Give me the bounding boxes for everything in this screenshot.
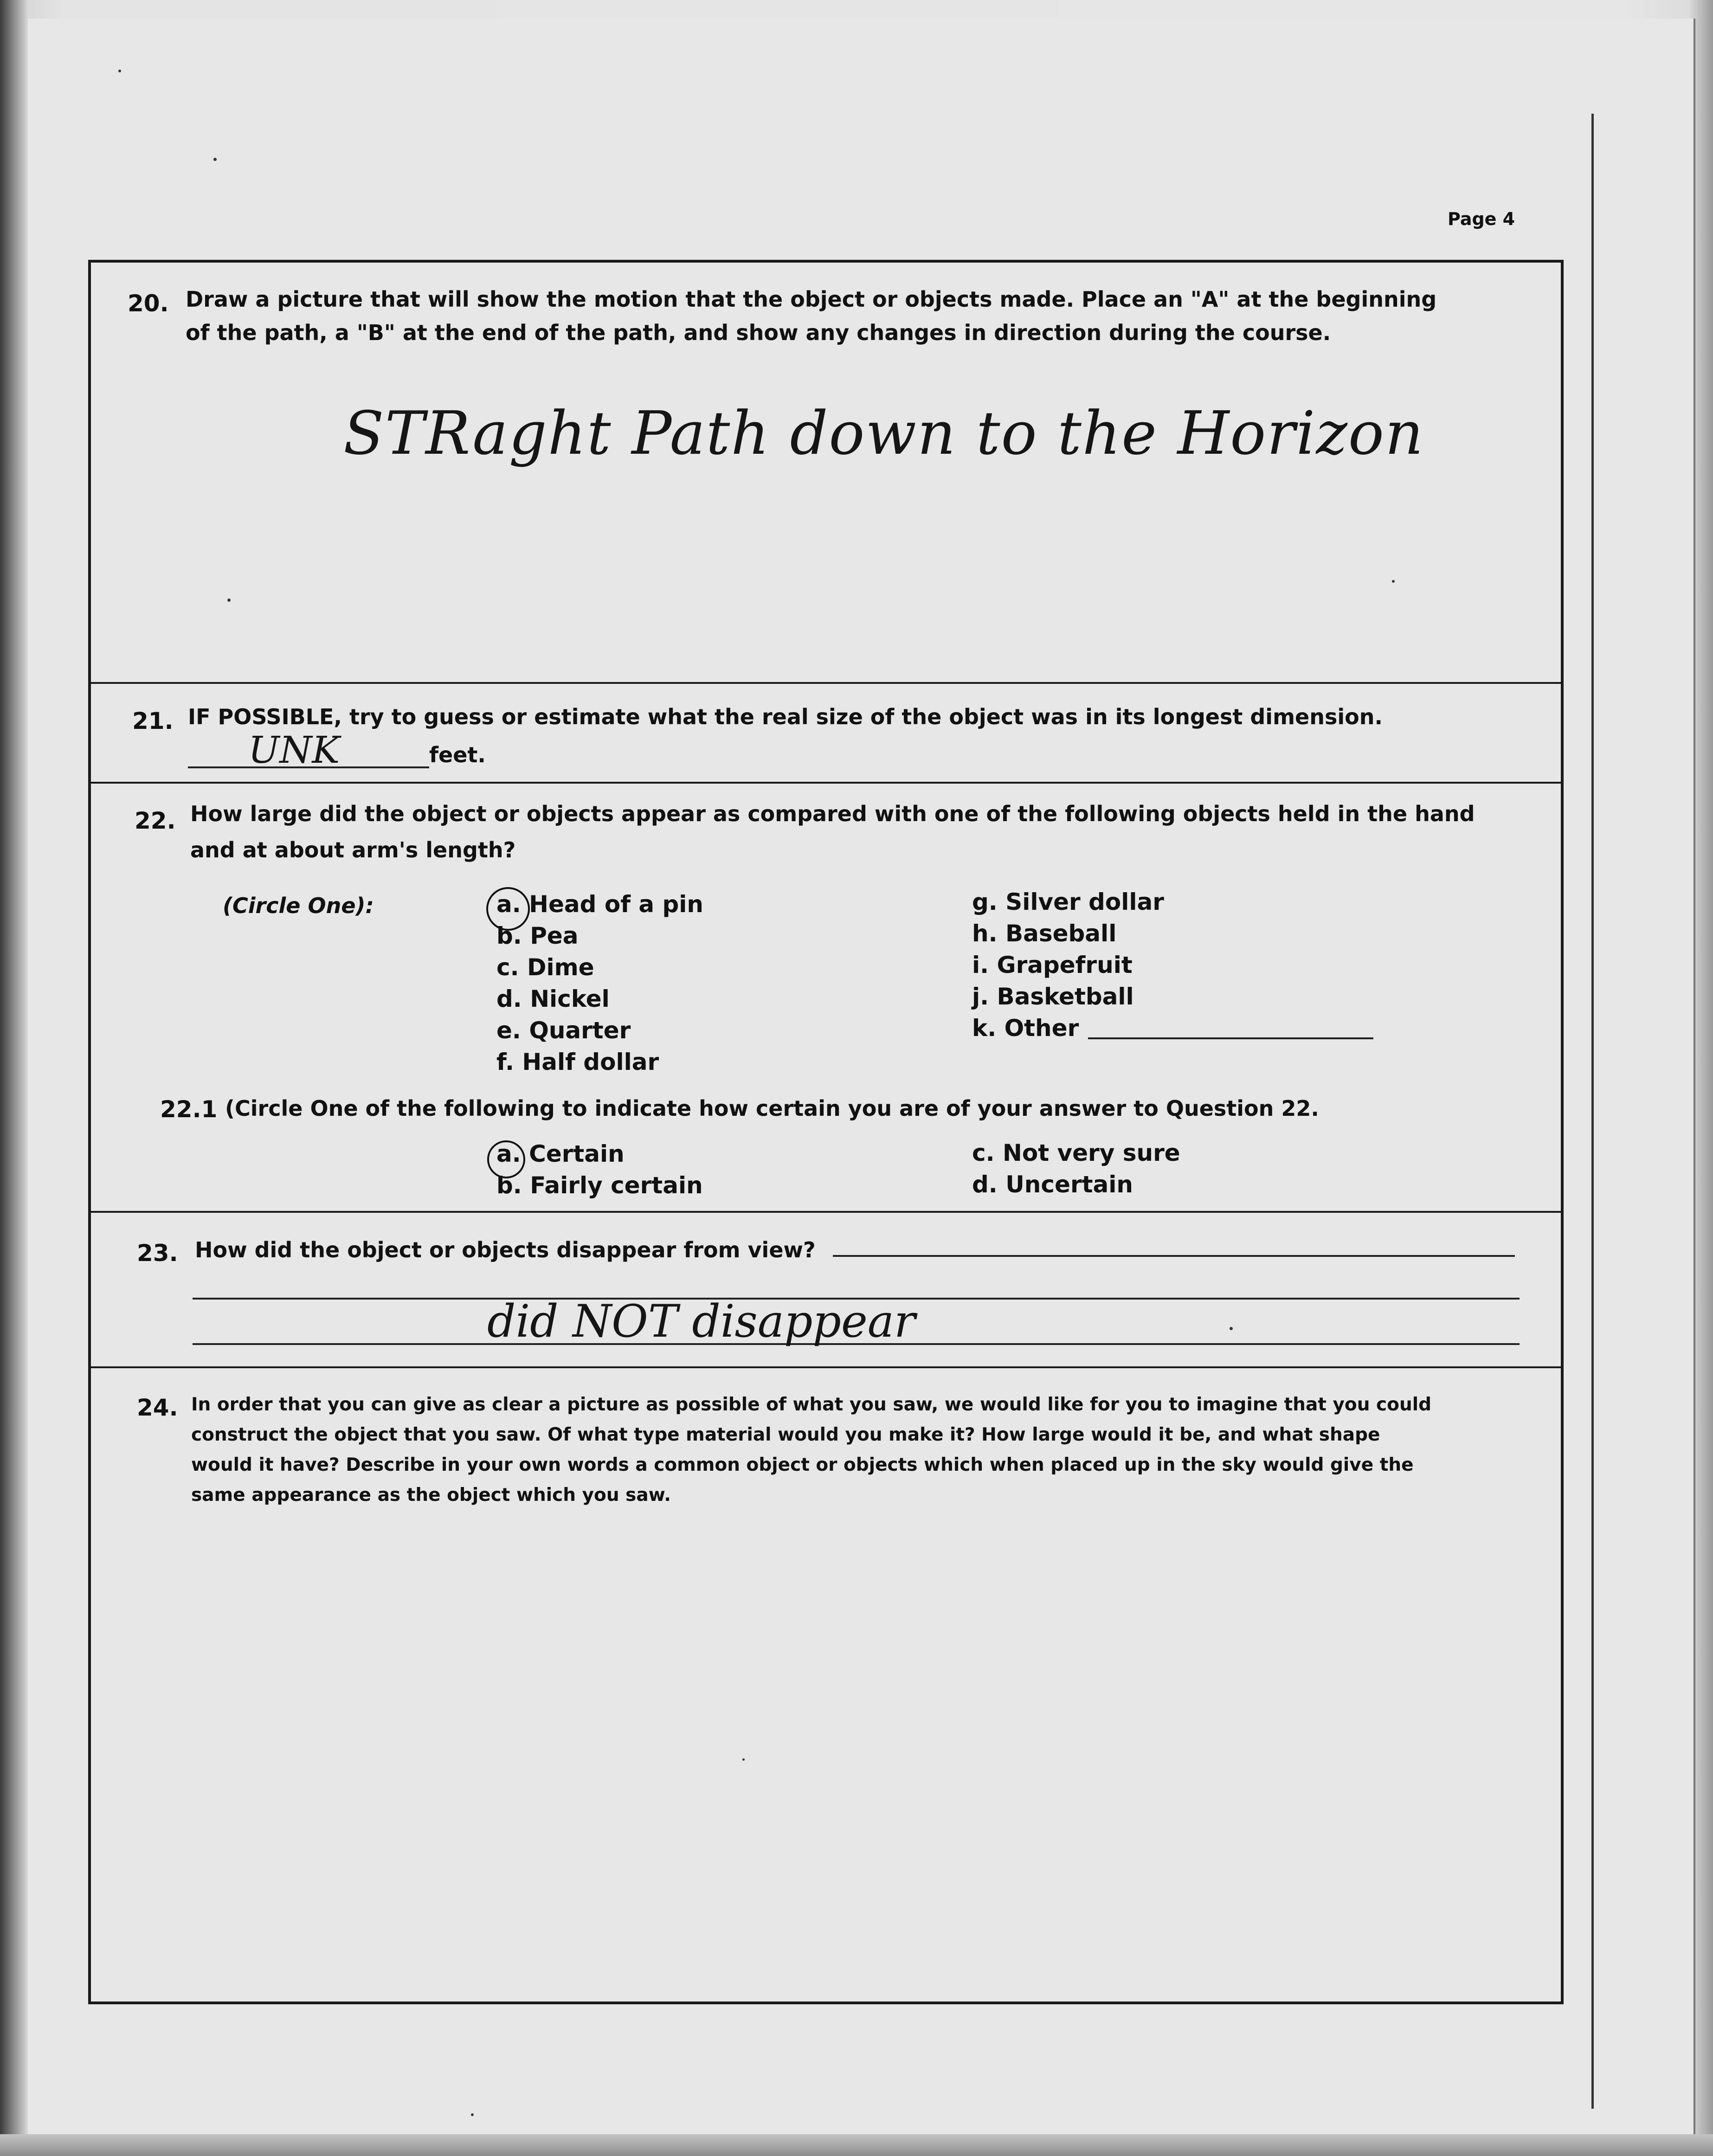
q22-option-h: h. Baseball — [972, 920, 1117, 947]
q22-option-k: k. Other — [972, 1015, 1079, 1042]
q21-handwritten-answer: UNK — [248, 728, 340, 772]
q22-option-d: d. Nickel — [496, 985, 610, 1012]
q24-text-line4: same appearance as the object which you saw. — [191, 1485, 671, 1506]
q24-text-line1: In order that you can give as clear a picture as possible of what you saw, we would like for you to imagine that you could — [191, 1394, 1432, 1415]
form-box — [88, 260, 1564, 2004]
scan-speck — [471, 2113, 474, 2116]
q22-option-i: i. Grapefruit — [972, 952, 1133, 978]
q22-option-e: e. Quarter — [496, 1017, 631, 1044]
page-number: Page 4 — [1448, 209, 1515, 229]
scan-speck — [213, 158, 217, 161]
q22-text-line1: How large did the object or objects appear as compared with one of the following objects held in the hand — [190, 801, 1475, 826]
section-divider — [88, 782, 1564, 784]
scan-shadow — [0, 2134, 1713, 2156]
q20-text-line2: of the path, a "B" at the end of the path, and show any changes in direction during the course. — [186, 320, 1331, 345]
q22-option-a: a. Head of a pin — [496, 891, 704, 918]
q22-option-f: f. Half dollar — [496, 1049, 659, 1075]
q21-unit: feet. — [429, 742, 486, 767]
q24-text-line2: construct the object that you saw. Of what type material would you make it? How large would it be, and what shape — [191, 1424, 1380, 1445]
section-divider — [88, 682, 1564, 684]
section-divider — [88, 1211, 1564, 1213]
q20-number: 20. — [128, 290, 169, 317]
scan-speck — [118, 70, 121, 72]
q20-handwritten-answer: STRaght Path down to the Horizon — [343, 399, 1424, 468]
q22-1-option-b: b. Fairly certain — [496, 1172, 703, 1199]
q23-answer-blank — [833, 1255, 1515, 1257]
q23-text: How did the object or objects disappear from view? — [195, 1237, 816, 1262]
q22-1-option-d: d. Uncertain — [972, 1171, 1133, 1198]
q24-text-line3: would it have? Describe in your own words a common object or objects which when placed up in the sky would give the — [191, 1454, 1414, 1475]
q22-number: 22. — [135, 807, 176, 834]
q22-option-j: j. Basketball — [972, 983, 1134, 1010]
q24-number: 24. — [137, 1394, 178, 1421]
q22-option-b: b. Pea — [496, 922, 579, 949]
q21-number: 21. — [132, 708, 174, 734]
q22-text-line2: and at about arm's length? — [190, 837, 516, 862]
q21-text: IF POSSIBLE, try to guess or estimate what the real size of the object was in its longest dimension. — [188, 704, 1383, 729]
q22-1-option-a: a. Certain — [496, 1140, 625, 1167]
q23-handwritten-answer: did NOT disappear — [487, 1295, 915, 1347]
q22-option-g: g. Silver dollar — [972, 888, 1164, 915]
q22-option-c: c. Dime — [496, 954, 594, 981]
q22-1-text: (Circle One of the following to indicate how certain you are of your answer to Question 22. — [225, 1096, 1319, 1121]
section-divider — [88, 1366, 1564, 1368]
q20-text-line1: Draw a picture that will show the motion that the object or objects made. Place an "A" at the beginning — [186, 287, 1437, 312]
q23-number: 23. — [137, 1240, 178, 1267]
q22-1-option-c: c. Not very sure — [972, 1139, 1180, 1166]
q22-1-number: 22.1 — [160, 1096, 218, 1123]
q22-other-blank — [1088, 1037, 1373, 1039]
page-edge-rule — [1591, 114, 1594, 2109]
q22-instruction: (Circle One): — [223, 893, 374, 918]
